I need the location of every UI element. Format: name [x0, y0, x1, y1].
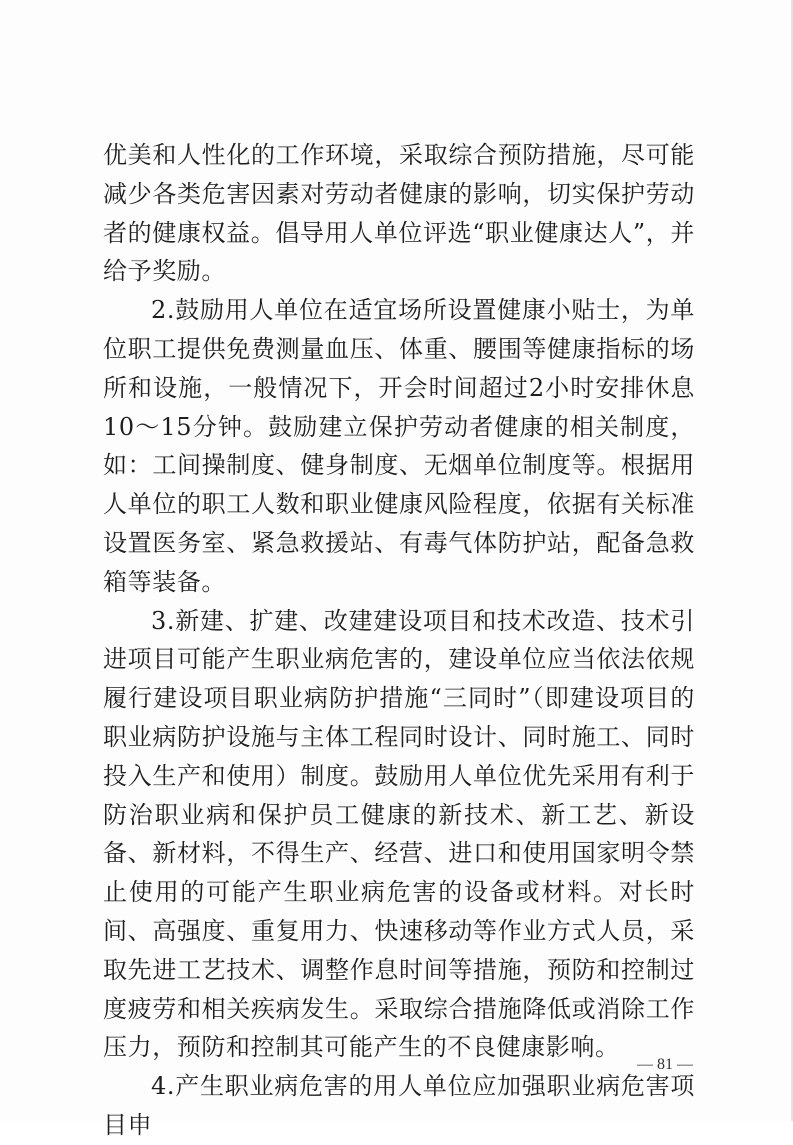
body-text: [103, 136, 695, 1145]
paragraph-item-4: 4.产生职业病危害的用人单位应加强职业病危害项目申: [103, 1072, 695, 1139]
page-number: — 81 —: [637, 1056, 693, 1073]
paragraph-item-3: 3.新建、扩建、改建建设项目和技术改造、技术引进项目可能产生职业病危害的，建设单位应当依法依规履行建设项目职业病防护措施“三同时”（即建设项目的职业病防护设施与主体工程同时设计、同时施工、同时投入生产和使用）制度。鼓励用人单位优先采用有利于防治职业病和保护员工健康的新技术、新工艺、新设备、新材料，不得生产、经营、进口和使用国家明令禁止使用的可能产生职业病危害的设备或材料。对长时间、高强度、重复用力、快速移动等作业方式人员，采取先进工艺技术、调整作息时间等措施，预防和控制过度疲劳和相关疾病发生。采取综合措施降低或消除工作压力，预防和控制其可能产生的不良健康影响。: [103, 606, 695, 1062]
paragraph-continuation: 优美和人性化的工作环境，采取综合预防措施，尽可能减少各类危害因素对劳动者健康的影响，切实保护劳动者的健康权益。倡导用人单位评选“职业健康达人”，并给予奖励。: [103, 141, 695, 286]
paragraph-item-2: 2.鼓励用人单位在适宜场所设置健康小贴士，为单位职工提供免费测量血压、体重、腰围等健康指标的场所和设施，一般情况下，开会时间超过2小时安排休息10～15分钟。鼓励建立保护劳动者健康的相关制度，如：工间操制度、健身制度、无烟单位制度等。根据用人单位的职工人数和职业健康风险程度，依据有关标准设置医务室、紧急救援站、有毒气体防护站，配备急救箱等装备。: [103, 296, 695, 596]
